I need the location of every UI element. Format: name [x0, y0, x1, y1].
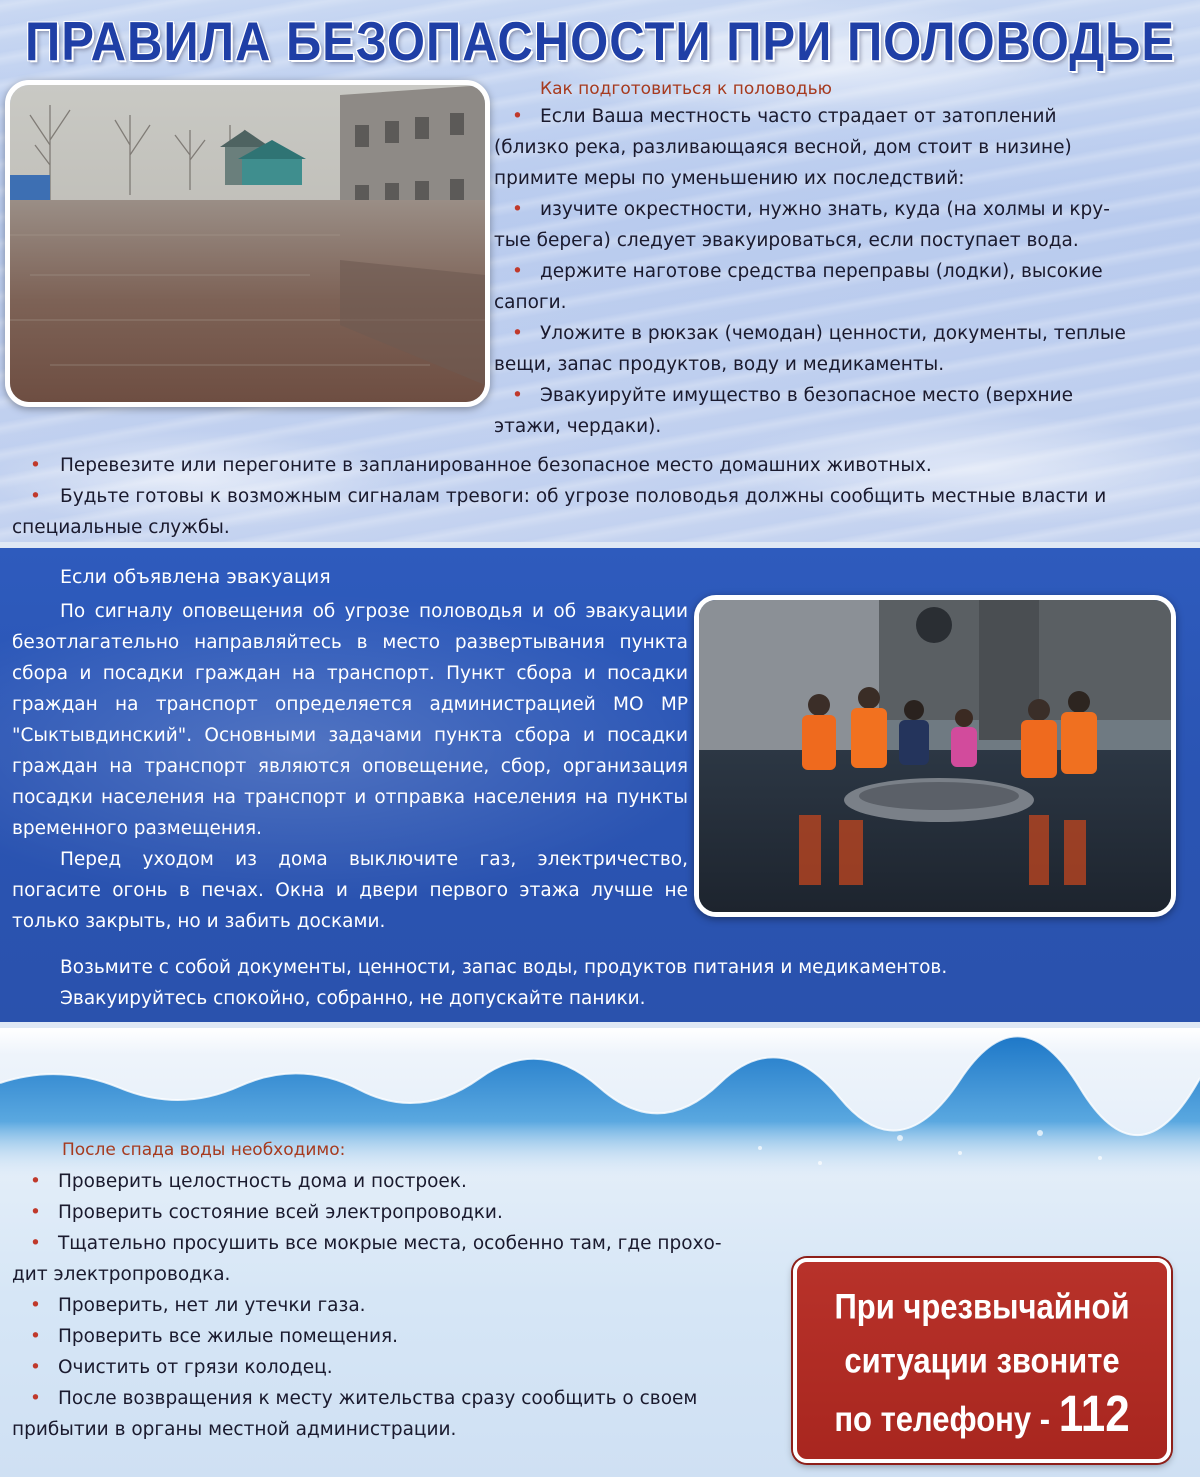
evacuation-text-full: [12, 952, 1192, 1014]
evacuation-line: Возьмите с собой документы, ценности, запас воды, продуктов питания и медикаментов.: [60, 957, 948, 978]
list-item-continuation: дит электропроводка.: [12, 1264, 231, 1285]
list-item: • Очистить от грязи колодец.: [12, 1352, 782, 1383]
list-item-continuation: тые берега) следует эвакуироваться, если поступает вода.: [494, 230, 1079, 251]
emergency-line: [797, 1384, 1167, 1451]
list-item: • Если Ваша местность часто страдает от затоплений: [494, 101, 1194, 132]
rescue-boat-photo: [694, 595, 1176, 917]
emergency-phone-number: 112: [1058, 1385, 1130, 1443]
list-item: • держите наготове средства переправы (лодки), высокие: [494, 256, 1194, 287]
page-title: ПРАВИЛА БЕЗОПАСНОСТИ ПРИ ПОЛОВОДЬЕ: [24, 11, 1176, 73]
list-item-continuation: специальные службы.: [12, 517, 230, 538]
list-item-continuation: прибытии в органы местной администрации.: [12, 1419, 457, 1440]
list-item-continuation: примите меры по уменьшению их последствий:: [494, 168, 965, 189]
list-item-continuation: сапоги.: [494, 292, 567, 313]
list-item: • Тщательно просушить все мокрые места, особенно там, где прохо-: [12, 1228, 782, 1259]
evacuation-heading: Если объявлена эвакуация: [60, 566, 331, 588]
list-item: • Проверить целостность дома и построек.: [12, 1166, 782, 1197]
emergency-call-box: [793, 1258, 1171, 1463]
prepare-list-right: [494, 101, 1194, 442]
list-item-continuation: вещи, запас продуктов, воду и медикаменты.: [494, 354, 945, 375]
list-item-continuation: (близко река, разливающаяся весной, дом стоит в низине): [494, 137, 1072, 158]
evacuation-line: Эвакуируйтесь спокойно, собранно, не допускайте паники.: [60, 988, 646, 1009]
list-item: • изучите окрестности, нужно знать, куда (на холмы и кру-: [494, 194, 1194, 225]
list-item: • Перевезите или перегоните в запланированное безопасное место домашних животных.: [12, 450, 1192, 481]
evacuation-section: [0, 548, 1200, 1022]
prepare-list-full: [12, 450, 1192, 543]
list-item: • Проверить все жилые помещения.: [12, 1321, 782, 1352]
list-item: • После возвращения к месту жительства сразу сообщить о своем: [12, 1383, 782, 1414]
prepare-section: [0, 0, 1200, 542]
list-item: • Проверить состояние всей электропроводки.: [12, 1197, 782, 1228]
flooded-street-photo: [5, 80, 490, 407]
list-item: • Проверить, нет ли утечки газа.: [12, 1290, 782, 1321]
list-item: • Уложите в рюкзак (чемодан) ценности, документы, теплые: [494, 318, 1194, 349]
evacuation-text: [12, 596, 688, 937]
after-heading: После спада воды необходимо:: [62, 1140, 346, 1160]
list-item: • Эвакуируйте имущество в безопасное место (верхние: [494, 380, 1194, 411]
emergency-phone-prefix: по телефону -: [834, 1398, 1059, 1439]
evacuation-paragraph: Перед уходом из дома выключите газ, электричество, погасите огонь в печах. Окна и двери первого этажа лучше не только закрыть, но и забить досками.: [12, 849, 688, 932]
list-item: • Будьте готовы к возможным сигналам тревоги: об угрозе половодья должны сообщить местные власти и: [12, 481, 1192, 512]
prepare-heading: Как подготовиться к половодью: [540, 79, 832, 99]
emergency-line: ситуации звоните: [844, 1340, 1120, 1381]
after-list: [12, 1166, 782, 1445]
list-item-continuation: этажи, чердаки).: [494, 416, 662, 437]
emergency-line: При чрезвычайной: [834, 1286, 1130, 1327]
evacuation-paragraph: По сигналу оповещения об угрозе половодья и об эвакуации безотлагательно направляйтесь в место развертывания пункта сбора и посадки граждан на транспорт. Пункт сбора и посадки граждан на транспорт определяется администрацией МО МР "Сыктывдинский". Основными задачами пункта сбора и посадки граждан на транспорт являются оповещение, сбор, организация посадки населения на транспорт и отправка населения на пункты временного размещения.: [12, 601, 688, 839]
